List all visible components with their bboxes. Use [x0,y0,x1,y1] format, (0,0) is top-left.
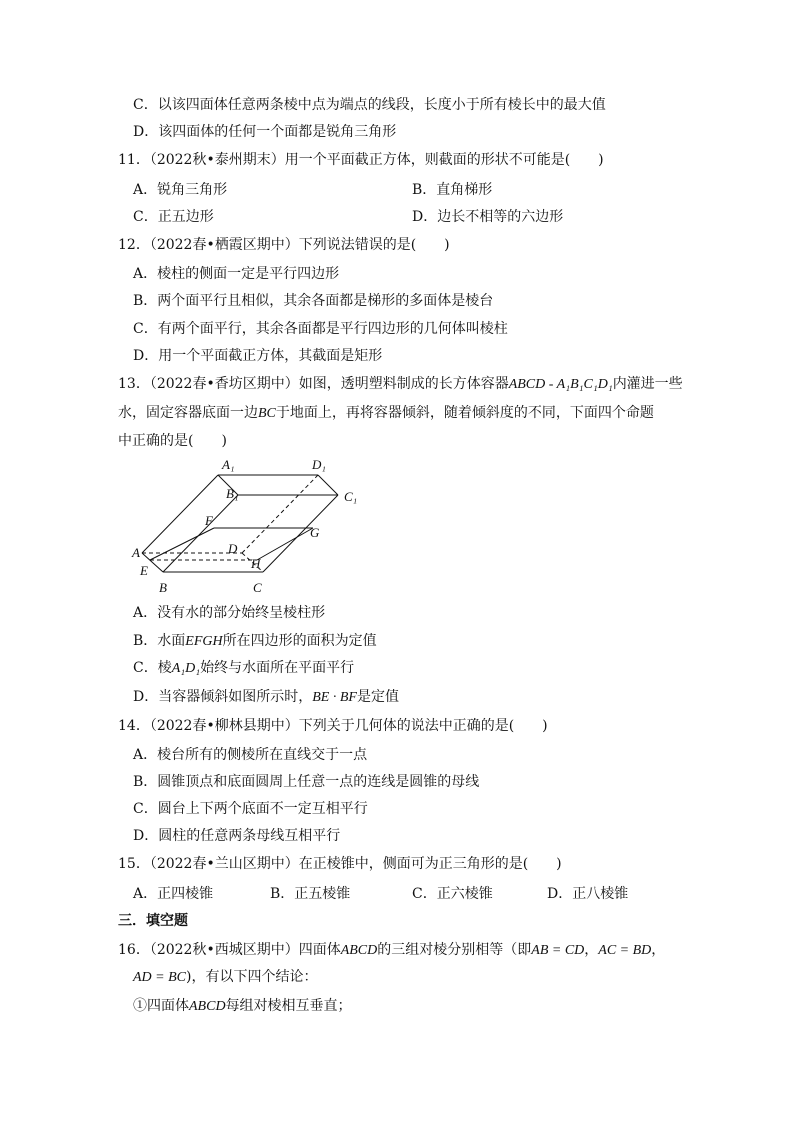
q15-option-b: B．正五棱锥 [270,886,351,902]
section-heading-fill-in: 三．填空题 [118,913,188,929]
q13-option-a: A．没有水的部分始终呈棱柱形 [133,605,326,621]
label-a: A [132,545,140,560]
q14-option-b: B．圆锥顶点和底面圆周上任意一点的连线是圆锥的母线 [133,774,480,790]
q13-stem-line2: 水，固定容器底面一边BC于地面上，再将容器倾斜，随着倾斜度的不同，下面四个命题 [118,405,654,421]
q13-stem-line3: 中正确的是( ) [118,433,227,449]
label-h: H [251,556,261,571]
q11-option-c: C．正五边形 [133,209,214,225]
q11-option-a: A．锐角三角形 [133,182,228,198]
q12-option-c: C．有两个面平行，其余各面都是平行四边形的几何体叫棱柱 [133,321,508,337]
q16-stem-line1: 16．（2022秋•西城区期中）四面体ABCD的三组对棱分别相等（即AB = CD，AC = BD， [118,942,666,958]
q13-option-d: D．当容器倾斜如图所示时，BE · BF是定值 [133,689,399,705]
label-g: G [310,525,320,540]
label-a1: A₁ [222,457,235,472]
label-b1: B₁ [226,486,239,501]
q16-stem-line2: AD = BC)，有以下四个结论： [133,969,318,985]
q12-option-a: A．棱柱的侧面一定是平行四边形 [133,266,340,282]
q13-option-c: C．棱A₁D₁始终与水面所在平面平行 [133,660,355,676]
label-d1: D₁ [312,457,326,472]
q12-stem: 12．（2022春•栖霞区期中）下列说法错误的是( ) [118,237,450,253]
q14-option-c: C．圆台上下两个底面不一定互相平行 [133,801,368,817]
q10-option-d: D．该四面体的任何一个面都是锐角三角形 [133,124,397,140]
label-f: F [205,513,213,528]
label-d: D [228,541,238,556]
q13-stem-line1: 13．（2022春•香坊区期中）如图，透明塑料制成的长方体容器ABCD - A₁B₁C₁D₁内灌进一些 [118,376,683,392]
q11-stem: 11．（2022秋•泰州期末）用一个平面截正方体，则截面的形状不可能是( ) [118,152,604,168]
q12-option-d: D．用一个平面截正方体，其截面是矩形 [133,348,383,364]
container-name: ABCD - A₁B₁C₁D₁ [508,377,613,392]
label-c1: C₁ [344,489,358,504]
q13-option-b: B．水面EFGH所在四边形的面积为定值 [133,633,377,649]
edge-bc: BC [258,406,276,421]
q15-stem: 15．（2022春•兰山区期中）在正棱锥中，侧面可为正三角形的是( ) [118,856,562,872]
q14-option-a: A．棱台所有的侧棱所在直线交于一点 [133,747,368,763]
q14-option-d: D．圆柱的任意两条母线互相平行 [133,828,341,844]
label-c: C [253,580,262,595]
q11-option-b: B．直角梯形 [412,182,493,198]
q15-option-d: D．正八棱锥 [547,886,629,902]
label-e: E [140,563,148,578]
q16-item-1: ①四面体ABCD每组对棱相互垂直； [133,998,352,1014]
q10-option-c: C．以该四面体任意两条棱中点为端点的线段，长度小于所有棱长中的最大值 [133,97,606,113]
q12-option-b: B．两个面平行且相似，其余各面都是梯形的多面体是棱台 [133,293,494,309]
cuboid-figure [120,455,380,600]
q11-option-d: D．边长不相等的六边形 [412,209,564,225]
q14-stem: 14．（2022春•柳林县期中）下列关于几何体的说法中正确的是( ) [118,718,548,734]
q15-option-c: C．正六棱锥 [412,886,493,902]
q15-option-a: A．正四棱锥 [133,886,214,902]
label-b: B [159,580,167,595]
